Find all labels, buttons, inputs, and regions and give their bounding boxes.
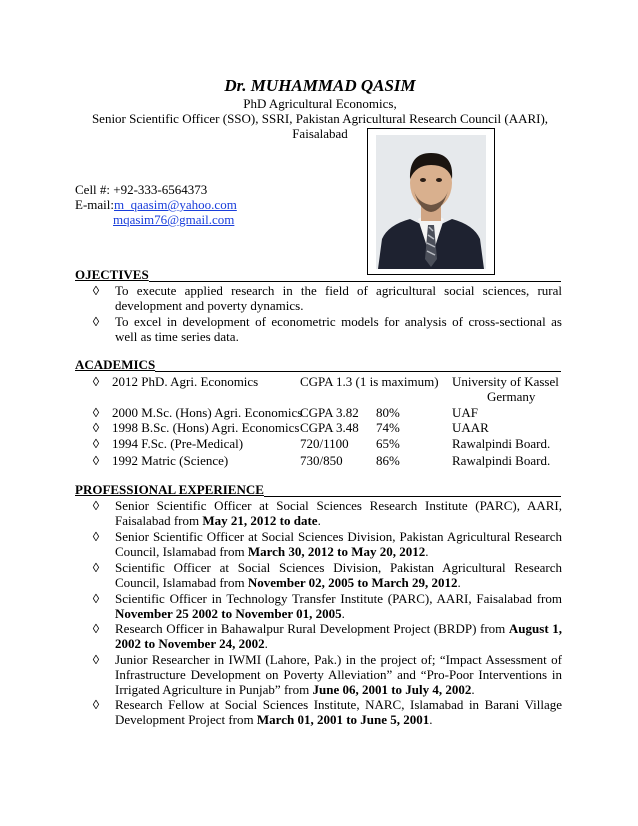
bullet-icon: ◊ [92, 697, 100, 712]
experience-item: Scientific Officer at Social Sciences Division, Pakistan Agricultural Research Council, Islamabad from November 02, 2005 to March 29, 2012. [115, 560, 562, 590]
academic-percent: 80% [376, 405, 400, 420]
bullet-icon: ◊ [92, 436, 100, 451]
academic-score: CGPA 3.82 [300, 405, 359, 420]
academic-score: 720/1100 [300, 436, 349, 451]
bullet-icon: ◊ [92, 591, 100, 606]
academic-institution: University of Kassel [452, 374, 559, 389]
experience-heading: PROFESSIONAL EXPERIENCE [75, 482, 561, 497]
bullet-icon: ◊ [92, 621, 100, 636]
academic-degree: 1992 Matric (Science) [112, 453, 229, 468]
profile-photo-frame [367, 128, 495, 275]
objective-item: To execute applied research in the field of agricultural social sciences, rural development and poverty dynamics. [115, 283, 562, 313]
experience-item: Senior Scientific Officer at Social Sciences Research Institute (PARC), AARI, Faisalabad from May 21, 2012 to date. [115, 498, 562, 528]
academic-percent: 74% [376, 420, 400, 435]
academic-institution: Rawalpindi Board. [452, 453, 551, 468]
bullet-icon: ◊ [92, 283, 100, 298]
email-label: E-mail: [75, 197, 114, 212]
email-row [75, 197, 237, 212]
objective-item: To excel in development of econometric models for analysis of cross-sectional as well as time series data. [115, 314, 562, 344]
bullet-icon: ◊ [92, 405, 100, 420]
contact-block [75, 182, 237, 227]
bullet-icon: ◊ [92, 314, 100, 329]
bullet-icon: ◊ [92, 420, 100, 435]
academic-institution: Rawalpindi Board. [452, 436, 551, 451]
email-link-yahoo[interactable]: m_qaasim@yahoo.com [114, 197, 237, 212]
objectives-heading: OJECTIVES [75, 267, 561, 282]
bullet-icon: ◊ [92, 498, 100, 513]
academic-institution-country: Germany [487, 389, 536, 404]
academic-institution: UAAR [452, 420, 489, 435]
academic-institution: UAF [452, 405, 479, 420]
position-line: Senior Scientific Officer (SSO), SSRI, Pakistan Agricultural Research Council (AARI), [91, 111, 549, 126]
academic-score: CGPA 1.3 (1 is maximum) [300, 374, 439, 389]
academic-score: 730/850 [300, 453, 343, 468]
bullet-icon: ◊ [92, 652, 100, 667]
academics-heading: ACADEMICS [75, 357, 561, 372]
academic-degree: 2000 M.Sc. (Hons) Agri. Economics [112, 405, 303, 420]
degree-line: PhD Agricultural Economics, [243, 96, 397, 111]
email-link-gmail[interactable]: mqasim76@gmail.com [113, 212, 235, 227]
experience-item: Research Fellow at Social Sciences Institute, NARC, Islamabad in Barani Village Development Project from March 01, 2001 to June 5, 2001. [115, 697, 562, 727]
academic-degree: 1994 F.Sc. (Pre-Medical) [112, 436, 244, 451]
profile-photo [376, 135, 486, 269]
bullet-icon: ◊ [92, 453, 100, 468]
experience-item: Junior Researcher in IWMI (Lahore, Pak.) in the project of; “Impact Assessment of Infrastructure Development on Poverty Alleviation” and “Pro-Poor Interventions in Irrigated Agriculture in Punjab” from June 06, 2001 to July 4, 2002. [115, 652, 562, 697]
cell-number: Cell #: +92-333-6564373 [75, 182, 208, 197]
experience-item: Scientific Officer in Technology Transfer Institute (PARC), AARI, Faisalabad from November 25 2002 to November 01, 2005. [115, 591, 562, 621]
academic-degree: 1998 B.Sc. (Hons) Agri. Economics [112, 420, 300, 435]
city-line: Faisalabad [292, 126, 348, 141]
academic-percent: 65% [376, 436, 400, 451]
bullet-icon: ◊ [92, 374, 100, 389]
academic-percent: 86% [376, 453, 400, 468]
bullet-icon: ◊ [92, 560, 100, 575]
academic-score: CGPA 3.48 [300, 420, 359, 435]
bullet-icon: ◊ [92, 529, 100, 544]
person-name: Dr. MUHAMMAD QASIM [224, 76, 416, 95]
academic-degree: 2012 PhD. Agri. Economics [112, 374, 259, 389]
experience-item: Research Officer in Bahawalpur Rural Development Project (BRDP) from August 1, 2002 to November 24, 2002. [115, 621, 562, 651]
experience-item: Senior Scientific Officer at Social Sciences Division, Pakistan Agricultural Research Council, Islamabad from March 30, 2012 to May 20, 2012. [115, 529, 562, 559]
email-row-2 [75, 212, 237, 227]
